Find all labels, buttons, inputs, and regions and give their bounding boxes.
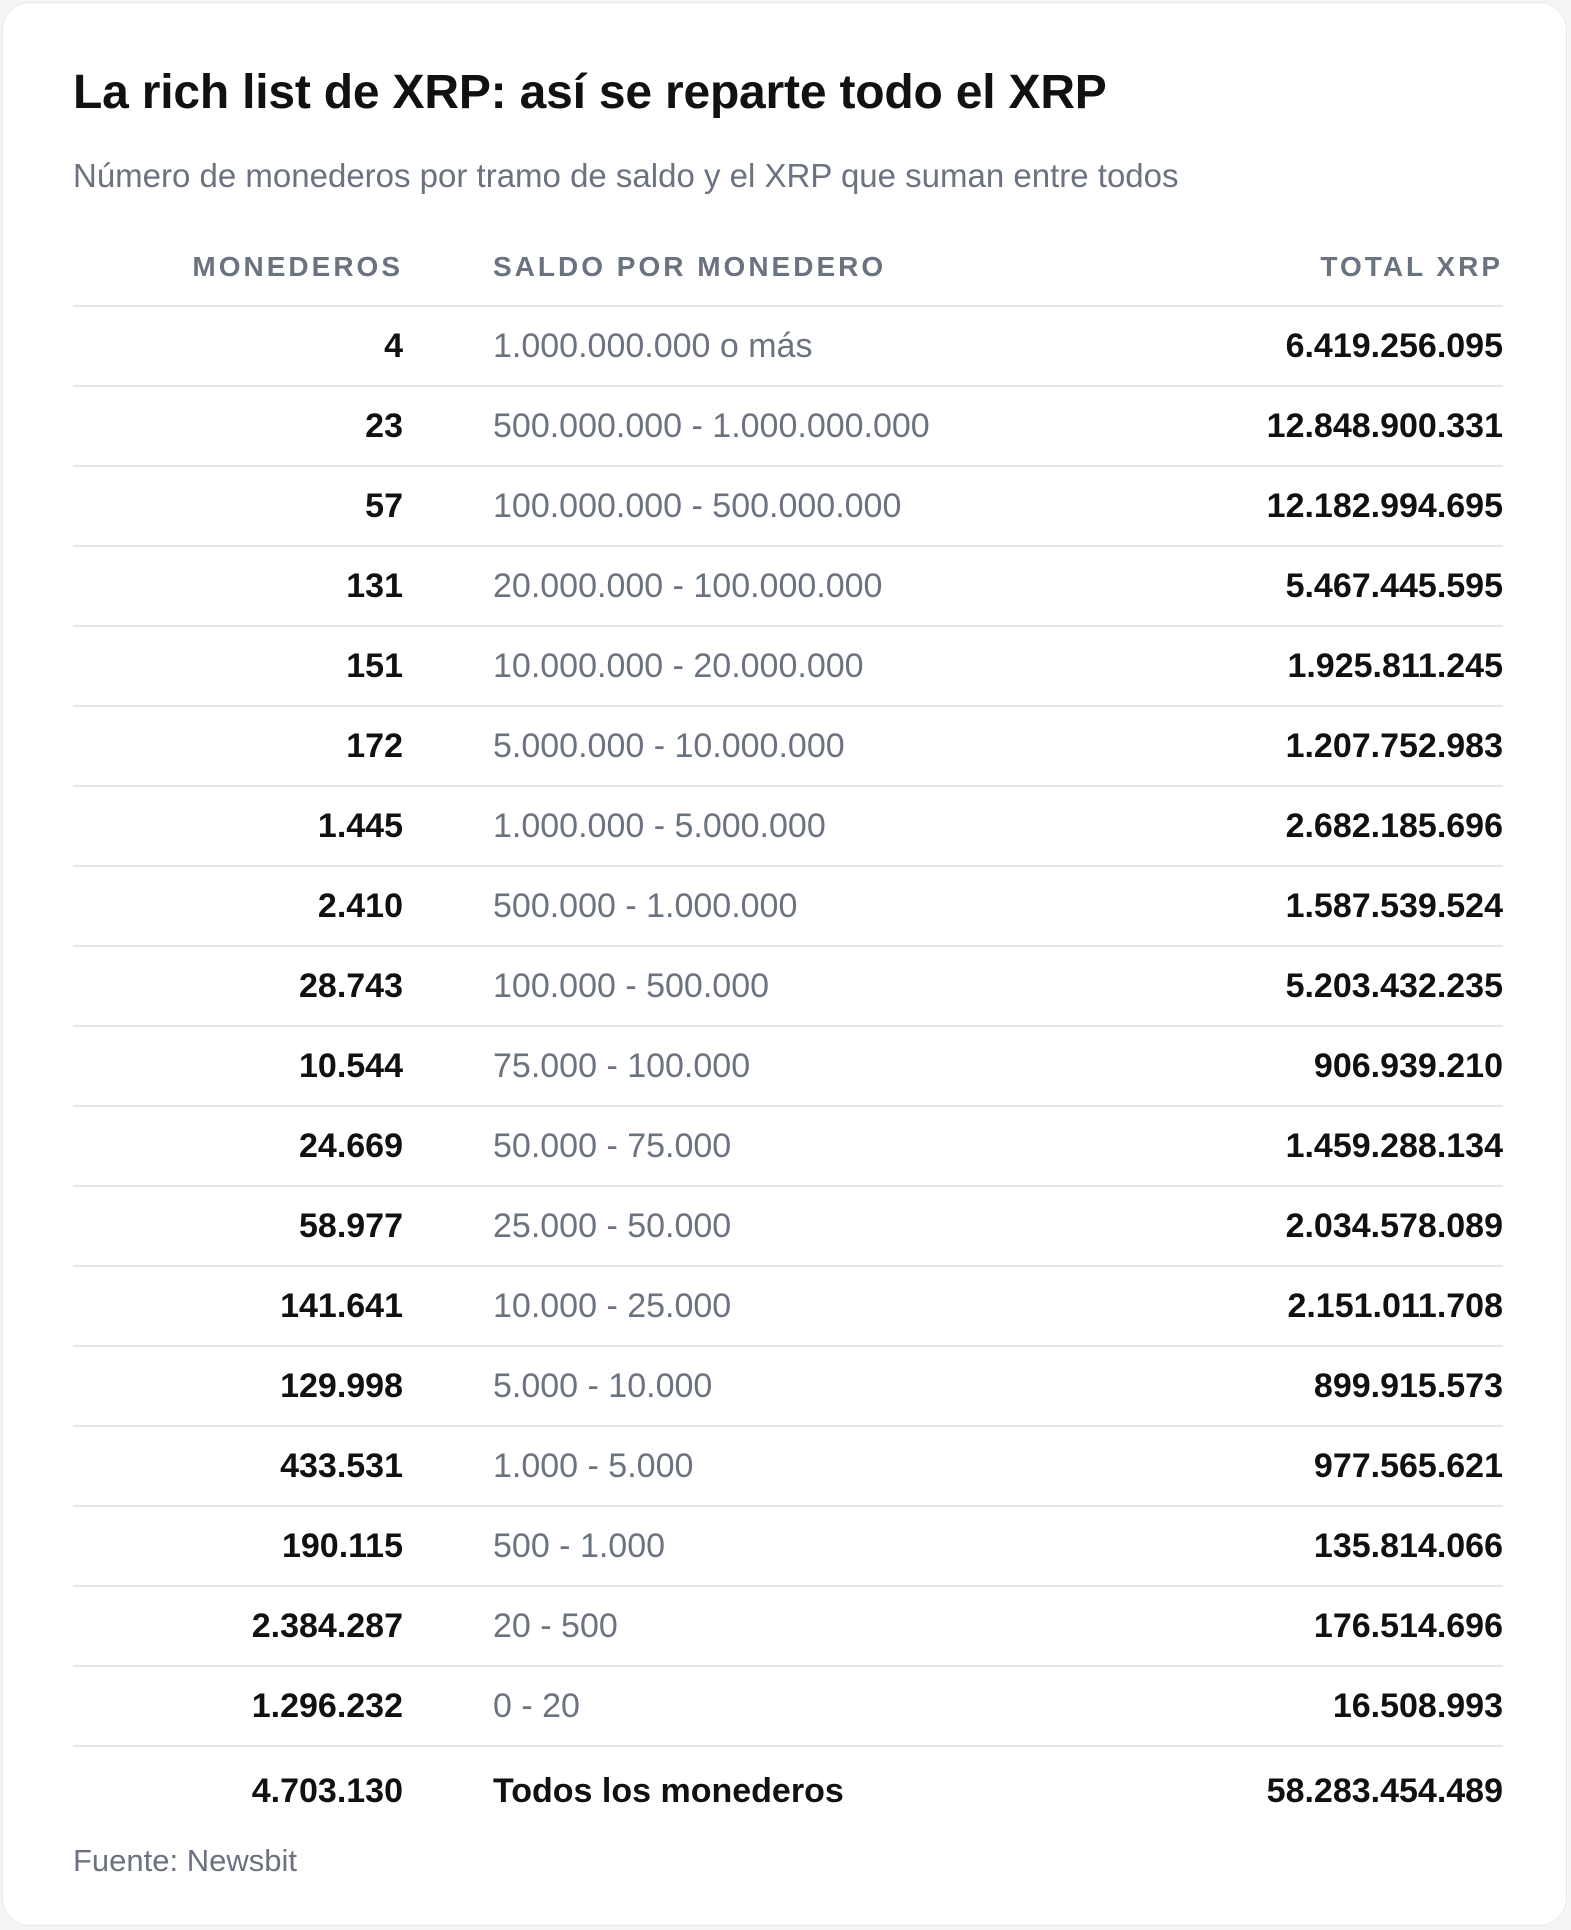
table-row bbox=[73, 626, 1503, 706]
cell-wallets: 2.384.287 bbox=[73, 1586, 403, 1666]
cell-balance: 5.000.000 - 10.000.000 bbox=[403, 706, 943, 786]
cell-balance: 100.000.000 - 500.000.000 bbox=[403, 466, 943, 546]
cell-balance: 0 - 20 bbox=[403, 1666, 943, 1746]
cell-total: 1.925.811.245 bbox=[943, 626, 1503, 706]
cell-balance: 10.000 - 25.000 bbox=[403, 1266, 943, 1346]
table-footer bbox=[73, 1746, 1503, 1835]
summary-row bbox=[73, 1746, 1503, 1835]
column-header-wallets: MONEDEROS bbox=[73, 229, 403, 306]
table-row bbox=[73, 866, 1503, 946]
table-body bbox=[73, 306, 1503, 1746]
table-row bbox=[73, 1266, 1503, 1346]
cell-wallets: 1.296.232 bbox=[73, 1666, 403, 1746]
cell-wallets: 1.445 bbox=[73, 786, 403, 866]
table-row bbox=[73, 706, 1503, 786]
cell-balance: 1.000 - 5.000 bbox=[403, 1426, 943, 1506]
cell-balance: 5.000 - 10.000 bbox=[403, 1346, 943, 1426]
cell-total: 1.587.539.524 bbox=[943, 866, 1503, 946]
cell-balance: 75.000 - 100.000 bbox=[403, 1026, 943, 1106]
cell-wallets: 57 bbox=[73, 466, 403, 546]
rich-list-table bbox=[73, 229, 1503, 1835]
table-row bbox=[73, 1346, 1503, 1426]
cell-balance: 500.000 - 1.000.000 bbox=[403, 866, 943, 946]
table-row bbox=[73, 1026, 1503, 1106]
column-header-balance: SALDO POR MONEDERO bbox=[403, 229, 943, 306]
cell-total: 1.207.752.983 bbox=[943, 706, 1503, 786]
cell-total: 12.182.994.695 bbox=[943, 466, 1503, 546]
cell-balance: 10.000.000 - 20.000.000 bbox=[403, 626, 943, 706]
cell-balance: 25.000 - 50.000 bbox=[403, 1186, 943, 1266]
cell-total: 2.034.578.089 bbox=[943, 1186, 1503, 1266]
source-note: Fuente: Newsbit bbox=[73, 1843, 297, 1878]
cell-wallets: 24.669 bbox=[73, 1106, 403, 1186]
cell-total: 16.508.993 bbox=[943, 1666, 1503, 1746]
page-title: La rich list de XRP: así se reparte todo el XRP bbox=[73, 66, 1107, 119]
cell-total: 135.814.066 bbox=[943, 1506, 1503, 1586]
cell-wallets: 151 bbox=[73, 626, 403, 706]
cell-total: 906.939.210 bbox=[943, 1026, 1503, 1106]
table-row bbox=[73, 786, 1503, 866]
cell-total: 899.915.573 bbox=[943, 1346, 1503, 1426]
cell-total: 2.151.011.708 bbox=[943, 1266, 1503, 1346]
table-row bbox=[73, 1426, 1503, 1506]
table-row bbox=[73, 1666, 1503, 1746]
table-row bbox=[73, 1586, 1503, 1666]
cell-balance: 20 - 500 bbox=[403, 1586, 943, 1666]
cell-wallets: 131 bbox=[73, 546, 403, 626]
cell-balance: 50.000 - 75.000 bbox=[403, 1106, 943, 1186]
table-row bbox=[73, 1506, 1503, 1586]
table-header bbox=[73, 229, 1503, 306]
cell-total: 5.203.432.235 bbox=[943, 946, 1503, 1026]
cell-total: 1.459.288.134 bbox=[943, 1106, 1503, 1186]
cell-wallets: 23 bbox=[73, 386, 403, 466]
cell-wallets: 4 bbox=[73, 306, 403, 386]
cell-balance: 20.000.000 - 100.000.000 bbox=[403, 546, 943, 626]
cell-wallets: 10.544 bbox=[73, 1026, 403, 1106]
summary-total: 58.283.454.489 bbox=[1266, 1771, 1503, 1810]
cell-wallets: 2.410 bbox=[73, 866, 403, 946]
cell-wallets: 433.531 bbox=[73, 1426, 403, 1506]
table-row bbox=[73, 946, 1503, 1026]
cell-total: 2.682.185.696 bbox=[943, 786, 1503, 866]
table-row bbox=[73, 1186, 1503, 1266]
table-row bbox=[73, 1106, 1503, 1186]
page-subtitle: Número de monederos por tramo de saldo y el XRP que suman entre todos bbox=[73, 157, 1179, 194]
cell-balance: 500.000.000 - 1.000.000.000 bbox=[403, 386, 943, 466]
cell-wallets: 58.977 bbox=[73, 1186, 403, 1266]
cell-total: 5.467.445.595 bbox=[943, 546, 1503, 626]
table-row bbox=[73, 386, 1503, 466]
cell-total: 12.848.900.331 bbox=[943, 386, 1503, 466]
cell-balance: 1.000.000 - 5.000.000 bbox=[403, 786, 943, 866]
cell-balance: 1.000.000.000 o más bbox=[403, 306, 943, 386]
cell-wallets: 28.743 bbox=[73, 946, 403, 1026]
cell-balance: 500 - 1.000 bbox=[403, 1506, 943, 1586]
column-header-total: TOTAL XRP bbox=[943, 229, 1503, 306]
cell-total: 6.419.256.095 bbox=[943, 306, 1503, 386]
rich-list-card bbox=[2, 2, 1567, 1926]
cell-wallets: 141.641 bbox=[73, 1266, 403, 1346]
table-row bbox=[73, 466, 1503, 546]
cell-wallets: 172 bbox=[73, 706, 403, 786]
table-row bbox=[73, 546, 1503, 626]
cell-wallets: 129.998 bbox=[73, 1346, 403, 1426]
summary-label: Todos los monederos bbox=[493, 1771, 844, 1810]
table-row bbox=[73, 306, 1503, 386]
summary-wallets: 4.703.130 bbox=[251, 1771, 403, 1810]
cell-wallets: 190.115 bbox=[73, 1506, 403, 1586]
table-header-row bbox=[73, 229, 1503, 306]
cell-balance: 100.000 - 500.000 bbox=[403, 946, 943, 1026]
cell-total: 176.514.696 bbox=[943, 1586, 1503, 1666]
cell-total: 977.565.621 bbox=[943, 1426, 1503, 1506]
